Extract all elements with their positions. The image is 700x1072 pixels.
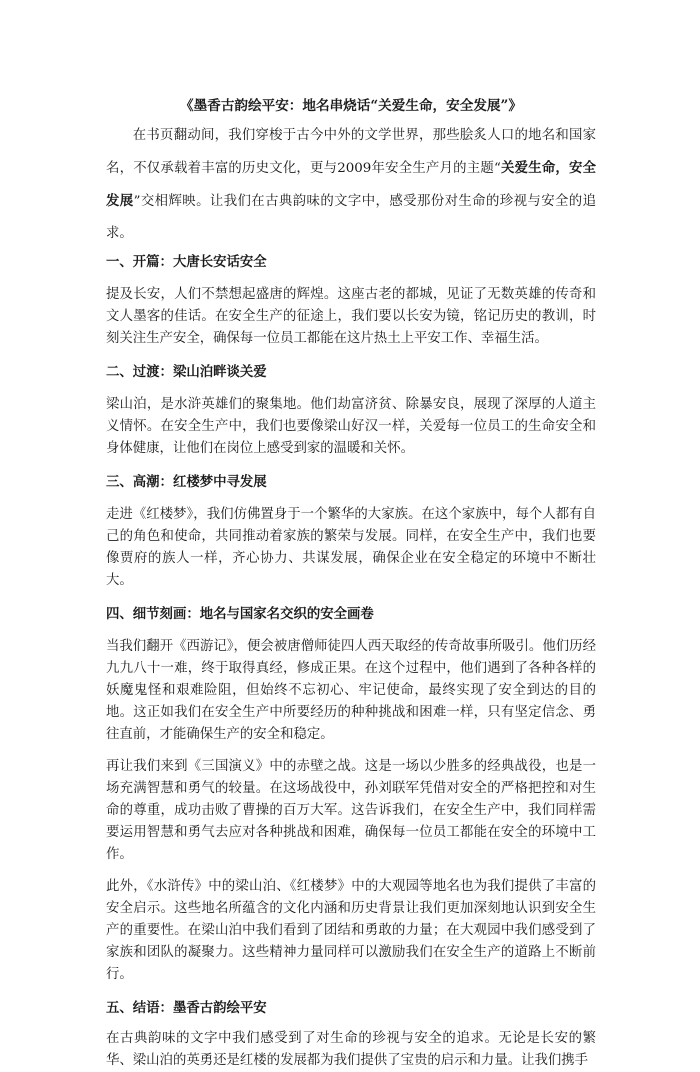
section-paragraph: 梁山泊，是水浒英雄们的聚集地。他们劫富济贫、除暴安良，展现了深厚的人道主义情怀。在安全生产中，我们也要像梁山好汉一样，关爱每一位员工的生命安全和身体健康，让他们在岗位上感受到家的温暖和关怀。 <box>106 397 596 456</box>
section-heading: 四、细节刻画：地名与国家名交织的安全画卷 <box>106 606 374 622</box>
intro-paragraph <box>106 120 596 250</box>
section-heading: 一、开篇：大唐长安话安全 <box>106 254 267 270</box>
intro-text-end: ”交相辉映。让我们在古典韵味的文字中，感受那份对生命的珍视与安全的追求。 <box>106 194 596 241</box>
section-paragraph: 此外，《水浒传》中的梁山泊、《红楼梦》中的大观园等地名也为我们提供了丰富的安全启示。这些地名所蕴含的文化内涵和历史背景让我们更加深刻地认识到安全生产的重要性。在梁山泊中我们看到了团结和勇敢的力量；在大观园中我们感受到了家族和团队的凝聚力。这些精神力量同样可以激励我们在安全生产的道路上不断前行。 <box>106 879 596 982</box>
section-conclusion <box>106 996 596 1072</box>
section-heading: 五、结语：墨香古韵绘平安 <box>106 1000 267 1016</box>
section-paragraph: 走进《红楼梦》，我们仿佛置身于一个繁华的大家族。在这个家族中，每个人都有自己的角色和使命，共同推动着家族的繁荣与发展。同样，在安全生产中，我们也要像贾府的族人一样，齐心协力、共谋发展，确保企业在安全稳定的环境中不断壮大。 <box>106 507 596 588</box>
intro-text-start: 在书页翻动间，我们穿梭于古今中外的文学世界，那些脍炙人口的地名和国家名，不仅承载着丰富的历史文化，更与2009年安全生产月的主题“ <box>106 128 596 176</box>
section-heading: 二、过渡：梁山泊畔谈关爱 <box>106 364 267 380</box>
section-details <box>106 602 596 986</box>
document-body <box>106 94 596 1072</box>
section-opening <box>106 250 596 350</box>
document-title: 《墨香古韵绘平安：地名串烧话“关爱生命，安全发展”》 <box>180 98 522 114</box>
section-climax <box>106 470 596 592</box>
section-transition <box>106 360 596 460</box>
section-heading: 三、高潮：红楼梦中寻发展 <box>106 474 267 490</box>
section-paragraph: 在古典韵味的文字中我们感受到了对生命的珍视与安全的追求。无论是长安的繁华、梁山泊的英勇还是红楼的发展都为我们提供了宝贵的启示和力量。让我们携手 <box>106 1031 596 1068</box>
section-paragraph: 当我们翻开《西游记》，便会被唐僧师徒四人西天取经的传奇故事所吸引。他们历经九九八十一难，终于取得真经，修成正果。在这个过程中，他们遇到了各种各样的妖魔鬼怪和艰难险阻，但始终不忘初心、牢记使命，最终实现了安全到达的目的地。这正如我们在安全生产中所要经历的种种挑战和困难一样，只有坚定信念、勇往直前，才能确保生产的安全和稳定。 <box>106 639 596 742</box>
section-paragraph: 提及长安，人们不禁想起盛唐的辉煌。这座古老的都城，见证了无数英雄的传奇和文人墨客的佳话。在安全生产的征途上，我们要以长安为镜，铭记历史的教训，时刻关注生产安全，确保每一位员工都能在这片热土上平安工作、幸福生活。 <box>106 287 596 346</box>
section-paragraph: 再让我们来到《三国演义》中的赤壁之战。这是一场以少胜多的经典战役，也是一场充满智慧和勇气的较量。在这场战役中，孙刘联军凭借对安全的严格把控和对生命的尊重，成功击败了曹操的百万大军。这告诉我们，在安全生产中，我们同样需要运用智慧和勇气去应对各种挑战和困难，确保每一位员工都能在安全的环境中工作。 <box>106 759 596 862</box>
intro-theme-emphasis: 关爱生命，安全发展 <box>106 160 597 209</box>
